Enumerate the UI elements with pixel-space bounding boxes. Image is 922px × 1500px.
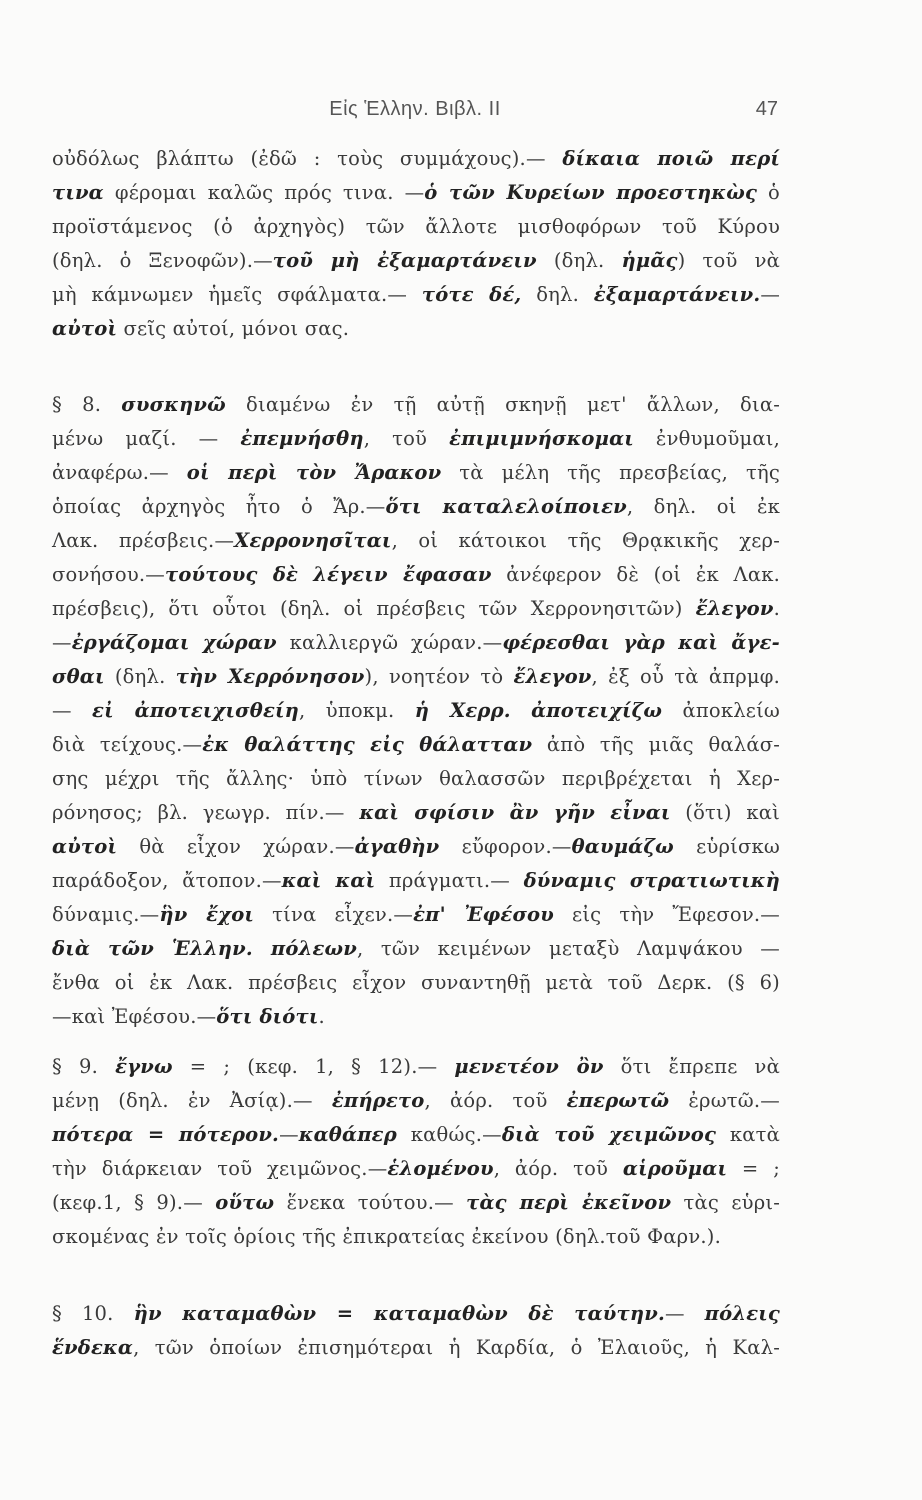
- text-line: οὐδόλως βλάπτω (ἐδῶ : τοὺς συμμάχους).— δίκαια ποιῶ περί: [52, 147, 780, 170]
- text-line: σθαι (δηλ. τὴν Χερρόνησον), νοητέον τὸ ἔλεγον, ἐξ οὗ τὰ ἀπρμφ.: [52, 665, 781, 688]
- text-line: πρέσβεις), ὅτι οὗτοι (δηλ. οἱ πρέσβεις τῶν Χερρονησιτῶν) ἔλεγον.: [52, 597, 780, 620]
- text-line: αὐτοὶ σεῖς αὐτοί, μόνοι σας.: [52, 317, 350, 340]
- text-line: διὰ τῶν Ἑλλην. πόλεων, τῶν κειμένων μεταξὺ Λαμψάκου —: [52, 937, 780, 960]
- text-line: ὁποίας ἀρχηγὸς ἦτο ὁ Ἄρ.—ὅτι καταλελοίποιεν, δηλ. οἱ ἐκ: [52, 495, 780, 518]
- text-line: πότερα = πότερον.—καθάπερ καθώς.—διὰ τοῦ χειμῶνος κατὰ: [52, 1123, 781, 1146]
- text-line: αὐτοὶ θὰ εἶχον χώραν.—ἀγαθὴν εὔφορον.—θαυμάζω εὑρίσκω: [52, 835, 781, 858]
- paragraph-section-8: [52, 388, 780, 1034]
- text-line: ρόνησος; βλ. γεωγρ. πίν.— καὶ σφίσιν ἂν γῆν εἶναι (ὅτι) καὶ: [52, 801, 780, 824]
- text-line: (δηλ. ὁ Ξενοφῶν).—τοῦ μὴ ἐξαμαρτάνειν (δηλ. ἡμᾶς) τοῦ νὰ: [52, 249, 780, 272]
- text-line: —ἐργάζομαι χώραν καλλιεργῶ χώραν.—φέρεσθαι γὰρ καὶ ἄγε-: [52, 631, 780, 654]
- text-line: ἕνδεκα, τῶν ὁποίων ἐπισημότεραι ἡ Καρδία, ὁ Ἐλαιοῦς, ἡ Καλ-: [52, 1336, 780, 1359]
- text-line: τινα φέρομαι καλῶς πρός τινα. —ὁ τῶν Κυρείων προεστηκὼς ὁ: [52, 181, 780, 204]
- text-line: μένω μαζί. — ἐπεμνήσθη, τοῦ ἐπιμιμνήσκομαι ἐνθυμοῦμαι,: [52, 427, 780, 450]
- text-line: ἔνθα οἱ ἐκ Λακ. πρέσβεις εἶχον συναντηθῇ μετὰ τοῦ Δερκ. (§ 6): [52, 971, 780, 994]
- paragraph-commentary-intro: [52, 142, 780, 346]
- text-line: προϊστάμενος (ὁ ἀρχηγὸς) τῶν ἄλλοτε μισθοφόρων τοῦ Κύρου: [52, 215, 780, 238]
- text-line: —καὶ Ἐφέσου.—ὅτι διότι.: [52, 1005, 325, 1028]
- running-title: Εἰς Ἑλλην. Βιβλ. ΙΙ: [329, 98, 501, 120]
- text-line: σης μέχρι τῆς ἄλλης· ὑπὸ τίνων θαλασσῶν περιβρέχεται ἡ Χερ-: [52, 767, 780, 790]
- text-line: § 8. συσκηνῶ διαμένω ἐν τῇ αὐτῇ σκηνῇ μετ' ἄλλων, δια-: [52, 393, 780, 416]
- text-line: § 10. ἣν καταμαθὼν = καταμαθὼν δὲ ταύτην.— πόλεις: [52, 1302, 780, 1325]
- text-line: σονήσου.—τούτους δὲ λέγειν ἔφασαν ἀνέφερον δὲ (οἱ ἐκ Λακ.: [52, 563, 780, 586]
- text-line: διὰ τείχους.—ἐκ θαλάττης εἰς θάλατταν ἀπὸ τῆς μιᾶς θαλάσ-: [52, 733, 780, 756]
- page-number: 47: [755, 98, 778, 120]
- text-line: σκομένας ἐν τοῖς ὁρίοις τῆς ἐπικρατείας ἐκείνου (δηλ.τοῦ Φαρν.).: [52, 1225, 721, 1248]
- text-line: (κεφ.1, § 9).— οὕτω ἕνεκα τούτου.— τὰς περὶ ἐκεῖνον τὰς εὑρι-: [52, 1191, 781, 1214]
- text-line: — εἰ ἀποτειχισθείη, ὑποκμ. ἡ Χερρ. ἀποτειχίζω ἀποκλείω: [52, 699, 781, 722]
- text-line: § 9. ἔγνω = ; (κεφ. 1, § 12).— μενετέον ὂν ὅτι ἔπρεπε νὰ: [52, 1055, 780, 1078]
- text-line: παράδοξον, ἄτοπον.—καὶ καὶ πράγματι.— δύναμις στρατιωτικὴ: [52, 869, 780, 892]
- text-line: τὴν διάρκειαν τοῦ χειμῶνος.—ἑλομένου, ἀόρ. τοῦ αἱροῦμαι = ;: [52, 1157, 781, 1180]
- text-line: μένῃ (δηλ. ἐν Ἀσίᾳ).— ἐπήρετο, ἀόρ. τοῦ ἐπερωτῶ ἐρωτῶ.—: [52, 1089, 780, 1112]
- text-line: δύναμις.—ἣν ἔχοι τίνα εἶχεν.—ἐπ' Ἐφέσου εἰς τὴν Ἔφεσον.—: [52, 903, 780, 926]
- text-line: ἀναφέρω.— οἱ περὶ τὸν Ἄρακον τὰ μέλη τῆς πρεσβείας, τῆς: [52, 461, 781, 484]
- paragraph-section-10: [52, 1297, 780, 1365]
- text-line: Λακ. πρέσβεις.—Χερρονησῖται, οἱ κάτοικοι τῆς Θρᾳκικῆς χερ-: [52, 529, 780, 552]
- page-header: [52, 98, 778, 128]
- text-line: μὴ κάμνωμεν ἡμεῖς σφάλματα.— τότε δέ, δηλ. ἐξαμαρτάνειν.—: [52, 283, 781, 306]
- paragraph-section-9: [52, 1050, 780, 1254]
